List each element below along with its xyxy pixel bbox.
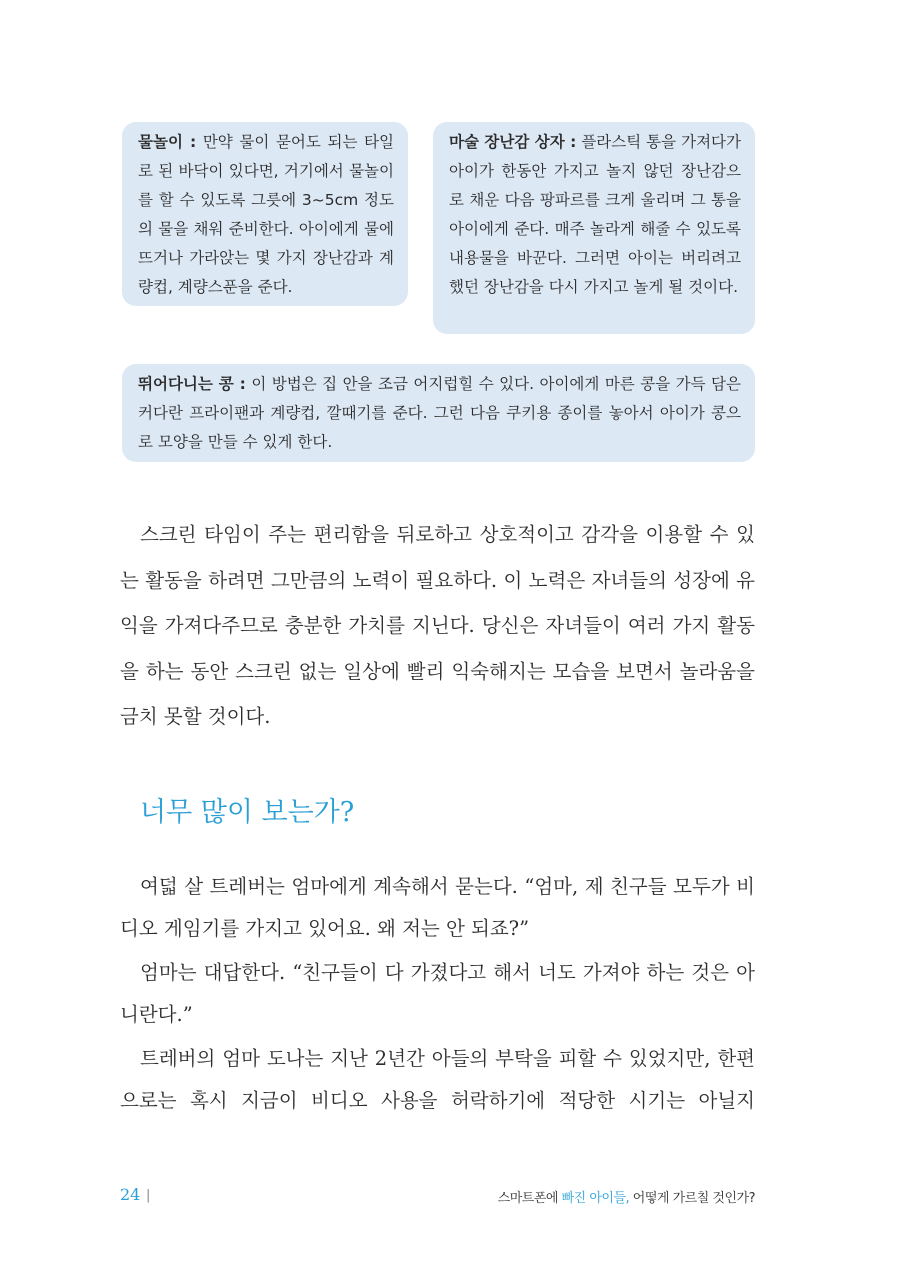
running-title	[498, 1187, 755, 1206]
footer-separator: |	[146, 1188, 151, 1203]
running-title-pre: 스마트폰에	[497, 1191, 562, 1206]
body-paragraph: 엄마는 대답한다. “친구들이 다 가졌다고 해서 너도 가져야 하는 것은 아니란다.”	[120, 961, 755, 1026]
tip-box-water-play	[122, 122, 408, 306]
tip-text: 플라스틱 통을 가져다가 아이가 한동안 가지고 놀지 않던 장난감으로 채운 다음 팡파르를 크게 울리며 그 통을 아이에게 준다. 매주 놀라게 해줄 수 있도록 내용물을 바꾼다. 그러면 아이는 버리려고 했던 장난감을 다시 가지고 놀게 될 것이다.	[449, 133, 741, 296]
section-heading: 너무 많이 보는가?	[140, 797, 355, 828]
body-paragraph: 트레버의 엄마 도나는 지난 2년간 아들의 부탁을 피할 수 있었지만, 한편으로는 혹시 지금이 비디오 사용을 허락하기에 적당한 시기는 아닐지	[120, 1047, 755, 1112]
body-paragraph: 스크린 타임이 주는 편리함을 뒤로하고 상호적이고 감각을 이용할 수 있는 활동을 하려면 그만큼의 노력이 필요하다. 이 노력은 자녀들의 성장에 유익을 가져다주므로 충분한 가치를 지닌다. 당신은 자녀들이 여러 가지 활동을 하는 동안 스크린 없는 일상에 빨리 익숙해지는 모습을 보면서 놀라움을 금치 못할 것이다.	[120, 523, 755, 728]
tip-term: 뛰어다니는 콩 :	[138, 375, 246, 393]
body-paragraph: 여덟 살 트레버는 엄마에게 계속해서 묻는다. “엄마, 제 친구들 모두가 비디오 게임기를 가지고 있어요. 왜 저는 안 되죠?”	[120, 875, 755, 940]
tip-box-magic-toy-box	[433, 122, 755, 334]
running-title-highlight: 빠진 아이들,	[561, 1191, 630, 1206]
tip-box-jumping-beans	[122, 364, 755, 462]
running-title-post: 어떻게 가르칠 것인가?	[629, 1191, 755, 1206]
tip-text: 이 방법은 집 안을 조금 어지럽힐 수 있다. 아이에게 마른 콩을 가득 담은 커다란 프라이팬과 계량컵, 깔때기를 준다. 그런 다음 쿠키용 종이를 놓아서 아이가 콩으로 모양을 만들 수 있게 한다.	[138, 375, 741, 451]
tip-term: 물놀이 :	[138, 133, 197, 151]
page-number: 24	[120, 1185, 141, 1204]
tip-text: 만약 물이 묻어도 되는 타일로 된 바닥이 있다면, 거기에서 물놀이를 할 수 있도록 그릇에 3~5cm 정도의 물을 채워 준비한다. 아이에게 물에 뜨거나 가라앉는 몇 가지 장난감과 계량컵, 계량스푼을 준다.	[138, 133, 395, 296]
tip-term: 마술 장난감 상자 :	[449, 133, 577, 151]
